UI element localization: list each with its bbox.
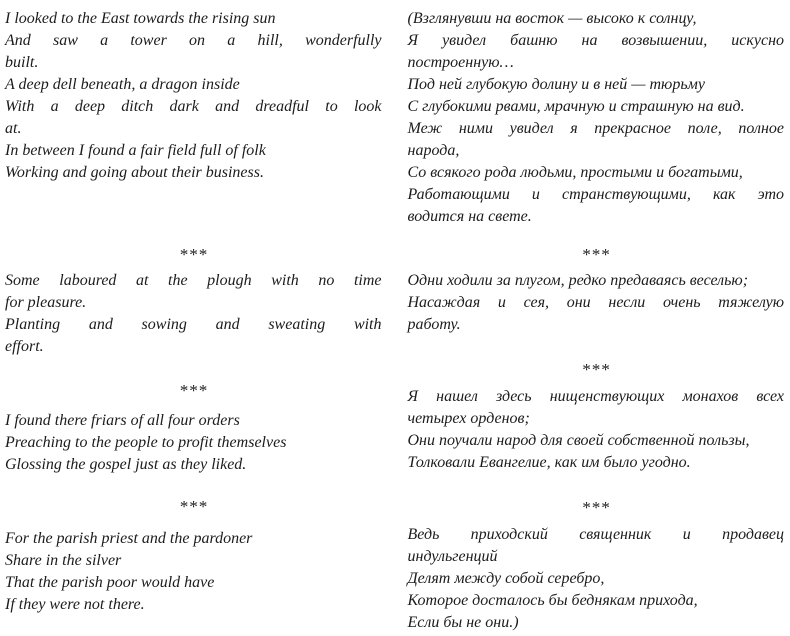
verse-line: I looked to the East towards the rising sun [5,10,276,27]
stanza-separator: *** [179,381,208,400]
stanza [5,410,382,476]
stanza [5,528,382,616]
verse-line: at. [5,120,22,137]
verse-line: Одни ходили за плугом, редко предаваясь веселью; [407,272,749,289]
verse-line: водится на свете. [407,208,532,225]
verse-line: С глубокими рвами, мрачную и страшную на вид. [407,98,745,115]
russian-column [408,8,785,636]
stanza-separator: *** [581,498,610,517]
verse-line: That the parish poor would have [5,574,215,591]
verse-line: In between I found a fair field full of folk [5,142,266,159]
stanza-separator: *** [179,245,208,264]
verse-line: Делят между собой серебро, [407,570,605,587]
verse-line: With a deep ditch dark and dreadful to look [5,98,382,115]
verse-line: Работающими и странствующими, как это [407,186,784,203]
verse-line: Под ней глубокую долину и в ней — тюрьму [407,76,705,93]
stanza [408,8,785,228]
stanza [408,386,785,474]
verse-line: A deep dell beneath, a dragon inside [5,76,240,93]
verse-line: работу. [407,316,461,333]
verse-line: Я увидел башню на возвышении, искусно [407,32,784,49]
verse-line: Они поучали народ для своей собственной пользы, [407,432,750,449]
verse-line: effort. [5,338,44,355]
verse-line: built. [5,54,39,71]
stanza [408,270,785,336]
verse-line: четырех орденов; [407,410,530,427]
verse-line: Насаждая и сея, они несли очень тяжелую [407,294,784,311]
stanza-separator: *** [581,360,610,379]
english-column [5,8,382,636]
verse-line: Ведь приходский священник и продавец [407,526,784,543]
stanza [5,8,382,184]
verse-line: Preaching to the people to profit themselves [5,434,287,451]
stanza [5,270,382,358]
verse-line: Если бы не они.) [407,614,519,631]
stanza-separator: *** [179,497,208,516]
verse-line: Я нашел здесь нищенствующих монахов всех [407,388,784,405]
verse-line: If they were not there. [5,596,145,613]
verse-line: индульгенций [407,548,498,565]
verse-line: построенную… [407,54,514,71]
verse-line: I found there friars of all four orders [5,412,240,429]
stanza-separator: *** [581,245,610,264]
verse-line: And saw a tower on a hill, wonderfully [5,32,382,49]
stanza [408,524,785,634]
verse-line: Со всякого рода людьми, простыми и богатыми, [407,164,743,181]
verse-line: Working and going about their business. [5,164,264,181]
verse-line: Planting and sowing and sweating with [5,316,382,333]
verse-line: Glossing the gospel just as they liked. [5,456,247,473]
verse-line: Толковали Евангелие, как им было угодно. [407,454,691,471]
verse-line: for pleasure. [5,294,87,311]
verse-line: Share in the silver [5,552,122,569]
verse-line: For the parish priest and the pardoner [5,530,253,547]
verse-line: народа, [407,142,460,159]
verse-line: Some laboured at the plough with no time [5,272,382,289]
verse-line: Меж ними увидел я прекрасное поле, полное [407,120,784,137]
verse-line: Которое досталось бы беднякам прихода, [407,592,698,609]
verse-line: (Взглянувши на восток — высоко к солнцу, [407,10,697,27]
